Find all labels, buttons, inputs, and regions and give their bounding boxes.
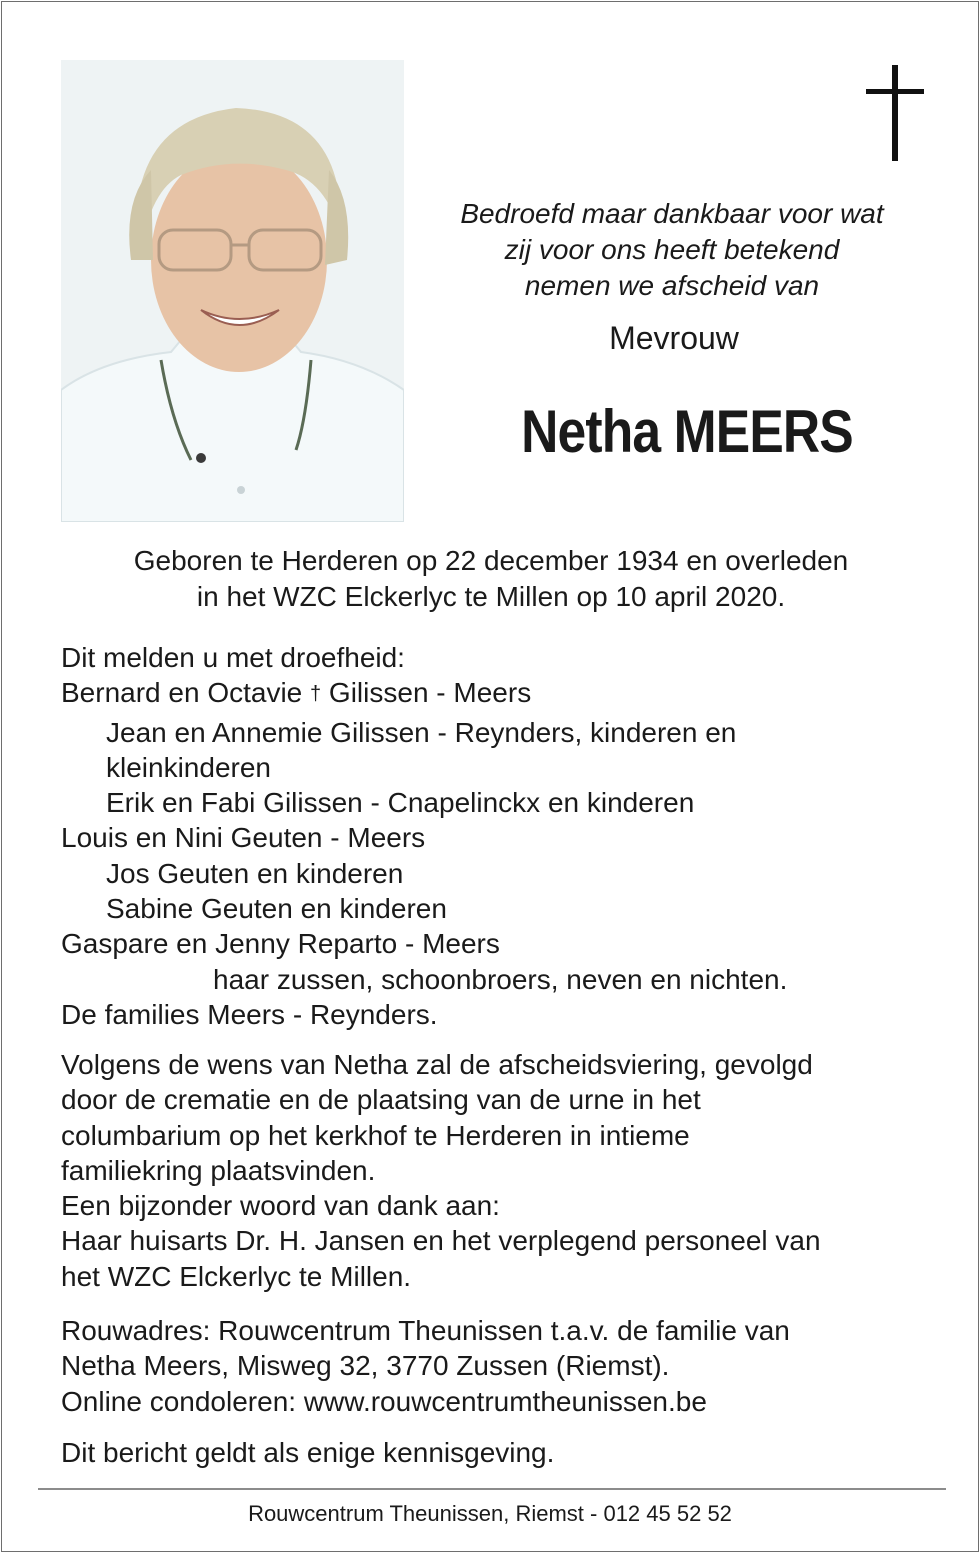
family-line: Erik en Fabi Gilissen - Cnapelinckx en kinderen (106, 787, 695, 819)
intro-line: Bedroefd maar dankbaar voor wat (460, 198, 884, 229)
cross-icon (866, 65, 924, 161)
family-line: haar zussen, schoonbroers, neven en nichten. (213, 963, 788, 995)
family-line (61, 675, 941, 714)
family-text: Gilissen - Meers (321, 677, 532, 709)
ceremony-line: familiekring plaatsvinden. (61, 1154, 376, 1186)
birth-line: Geboren te Herderen op 22 december 1934 en overleden (133, 545, 849, 576)
family-line: Louis en Nini Geuten - Meers (61, 822, 426, 854)
ceremony-line: Volgens de wens van Netha zal de afscheidsviering, gevolgd (61, 1049, 813, 1080)
address-line: Rouwadres: Rouwcentrum Theunissen t.a.v. de familie van (61, 1315, 790, 1346)
ceremony-text (61, 1047, 941, 1294)
intro-text (412, 196, 932, 304)
family-line: Jean en Annemie Gilissen - Reynders, kinderen en (106, 716, 737, 748)
honorific: Mevrouw (609, 320, 739, 356)
ceremony-line: columbarium op het kerkhof te Herderen in intieme (61, 1119, 690, 1151)
family-line: kleinkinderen (106, 751, 271, 783)
ceremony-line: Een bijzonder woord van dank aan: (61, 1190, 500, 1222)
ceremony-line: het WZC Elckerlyc te Millen. (61, 1260, 412, 1292)
family-list (61, 640, 941, 1032)
family-line: De families Meers - Reynders. (61, 998, 438, 1030)
deceased-cross-icon: † (310, 683, 322, 706)
family-line: Sabine Geuten en kinderen (106, 893, 447, 925)
family-line: Jos Geuten en kinderen (106, 857, 404, 889)
ceremony-line: Haar huisarts Dr. H. Jansen en het verplegend personeel van (61, 1225, 821, 1257)
obituary-card (1, 1, 979, 1552)
family-text: Bernard en Octavie (61, 677, 311, 709)
portrait-photo (61, 60, 404, 522)
ceremony-line: door de crematie en de plaatsing van de urne in het (61, 1084, 701, 1116)
family-line: Gaspare en Jenny Reparto - Meers (61, 928, 500, 960)
address-line: Online condoleren: www.rouwcentrumtheunissen.be (61, 1385, 707, 1417)
death-line: in het WZC Elckerlyc te Millen op 10 april 2020. (196, 581, 786, 612)
deceased-name: Netha MEERS (521, 398, 853, 465)
notice-text: Dit bericht geldt als enige kennisgeving. (61, 1437, 555, 1468)
address-text (61, 1313, 941, 1419)
family-intro: Dit melden u met droefheid: (61, 642, 405, 673)
intro-line: zij voor ons heeft betekend (504, 234, 840, 265)
footer-text: Rouwcentrum Theunissen, Riemst - 012 45 52 52 (248, 1501, 732, 1526)
birth-death-info (42, 543, 940, 615)
divider (38, 1488, 946, 1490)
address-line: Netha Meers, Misweg 32, 3770 Zussen (Riemst). (61, 1350, 670, 1382)
intro-line: nemen we afscheid van (524, 270, 820, 301)
